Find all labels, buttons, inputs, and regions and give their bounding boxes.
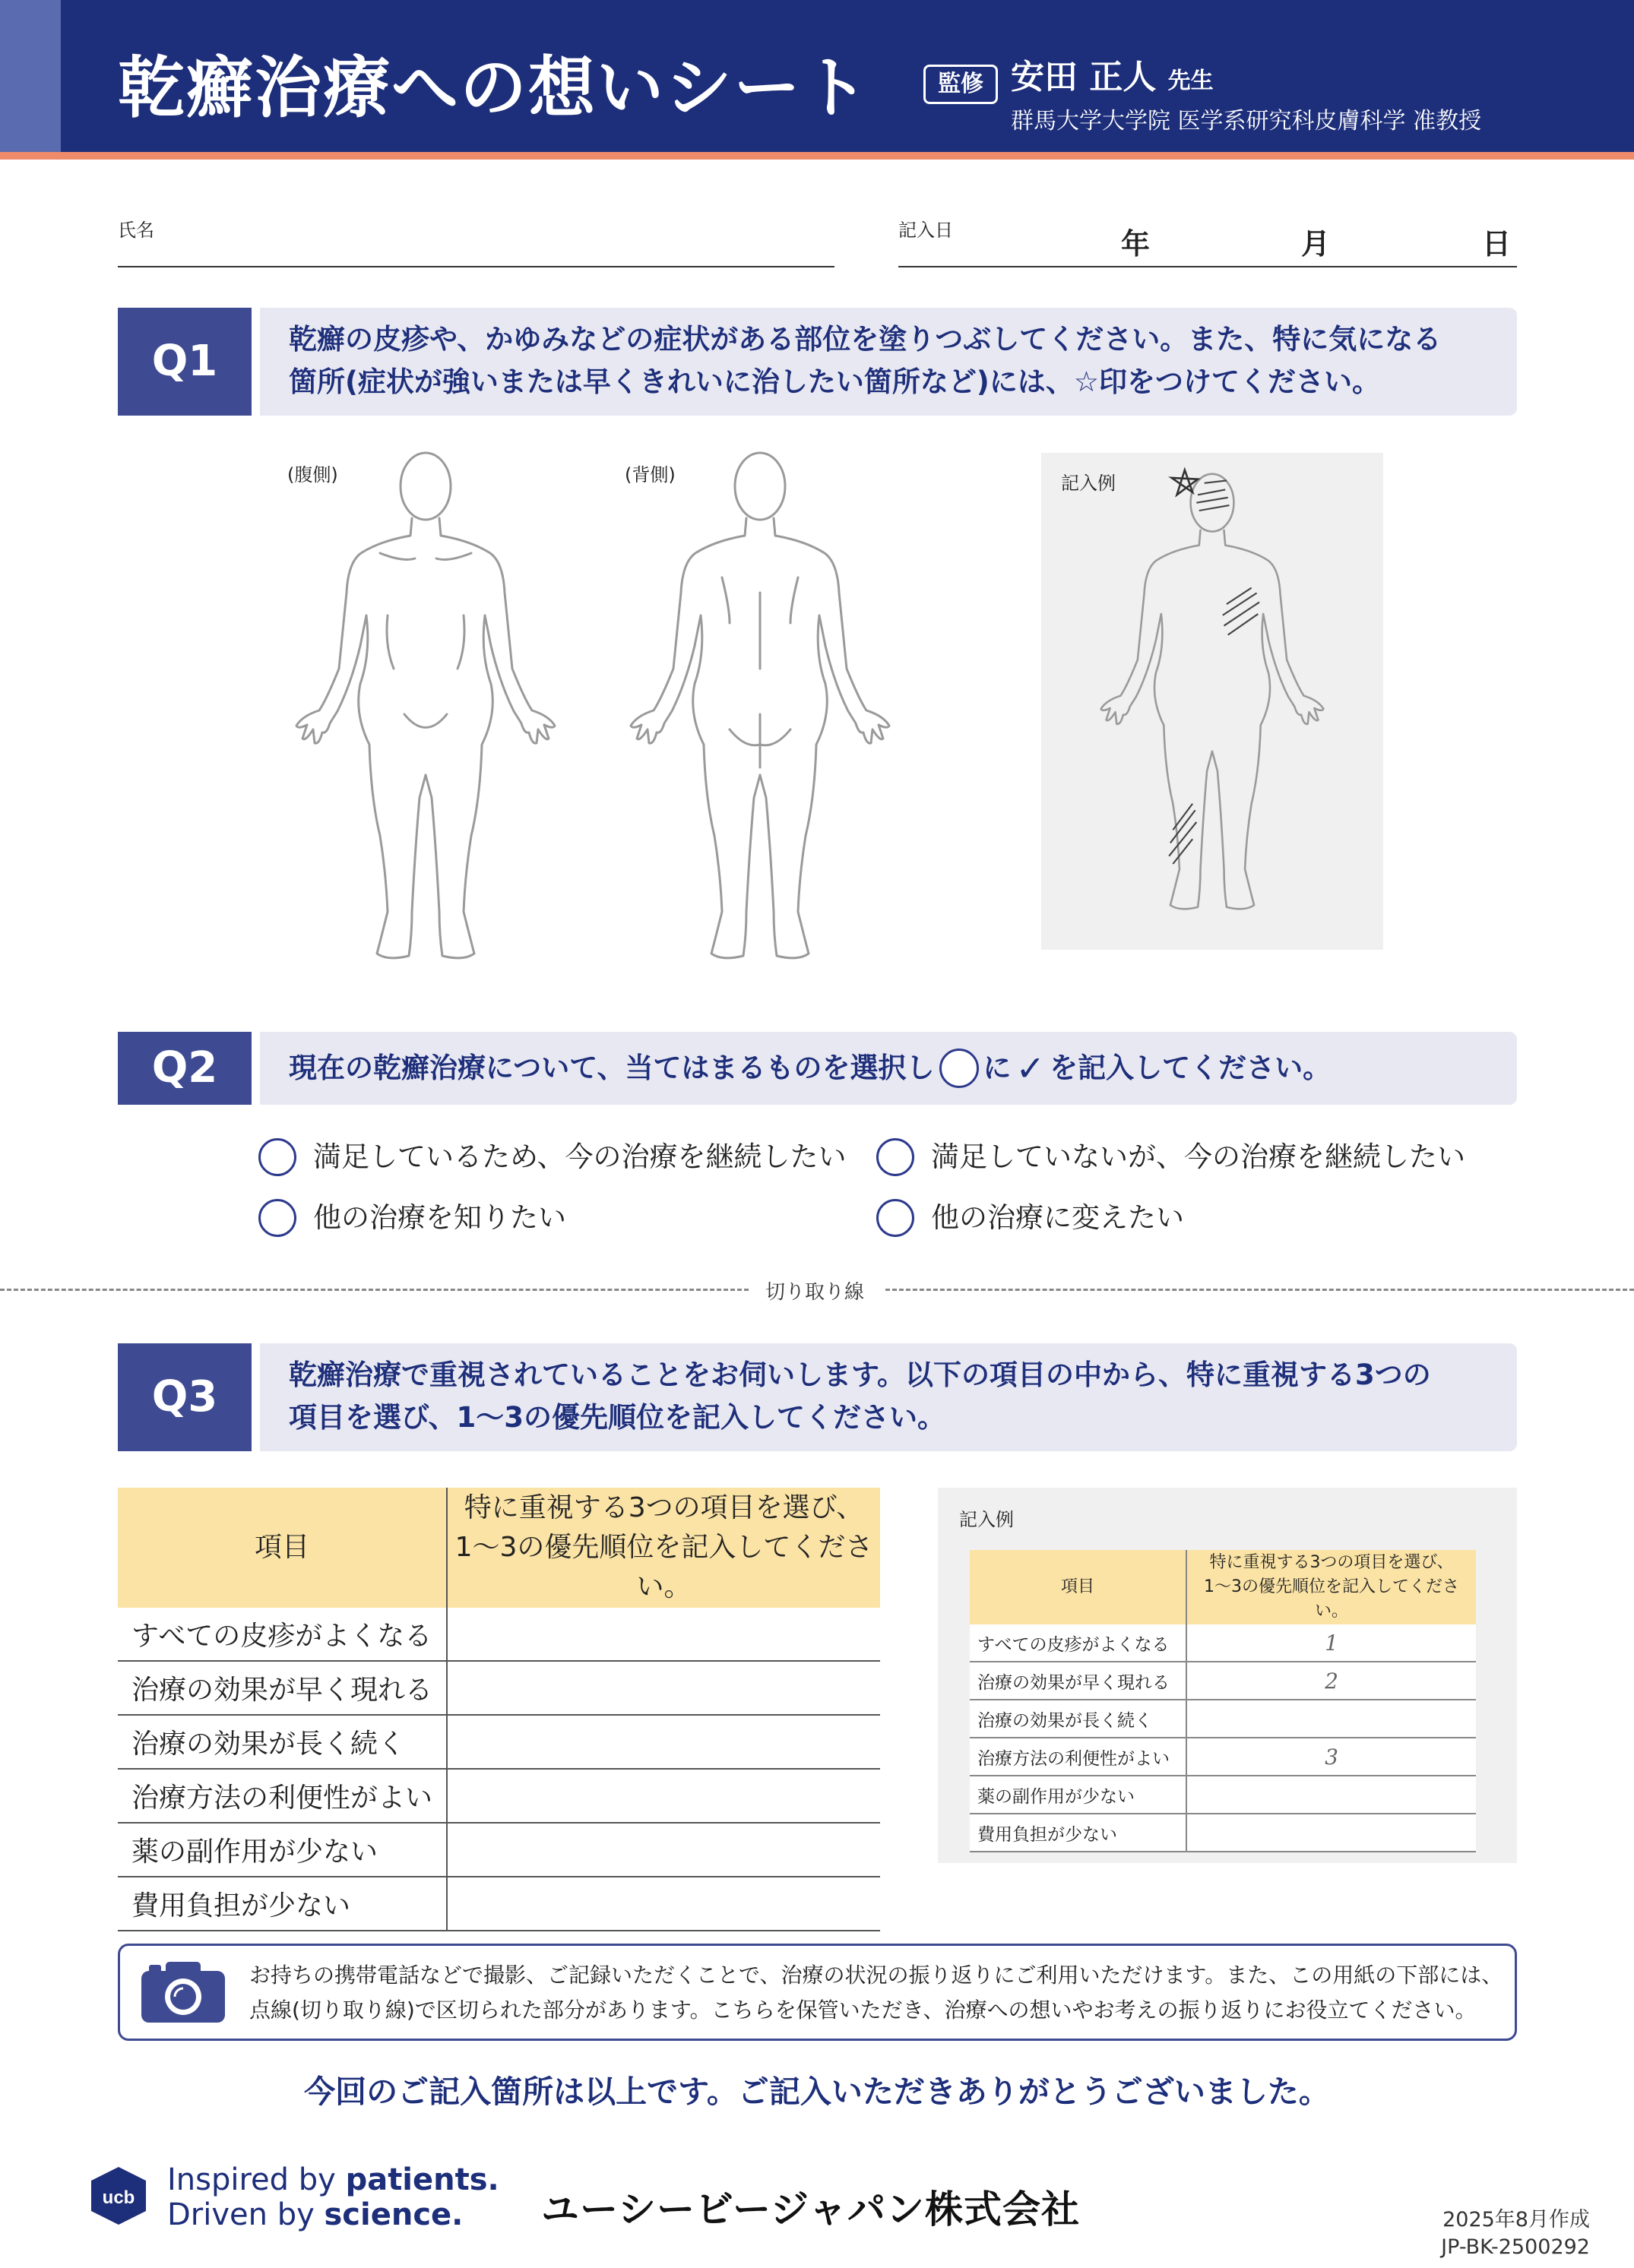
q2-option-1[interactable] <box>258 1138 847 1176</box>
cut-line-right <box>885 1289 1634 1291</box>
q2-option-2[interactable] <box>876 1138 1465 1176</box>
row-label: すべての皮疹がよくなる <box>118 1608 447 1661</box>
row-label: 治療の効果が長く続く <box>118 1715 447 1769</box>
cut-line-left <box>0 1289 749 1291</box>
rank-header-line2: 1〜3の優先順位を記入してください。 <box>454 1532 873 1602</box>
table-row <box>118 1608 880 1661</box>
table-row <box>118 1661 880 1715</box>
supervisor <box>1011 58 1214 96</box>
option-label: 満足していないが、今の治療を継続したい <box>931 1140 1465 1173</box>
supervisor-affiliation: 群馬大学大学院 医学系研究科皮膚科学 准教授 <box>1011 108 1482 134</box>
rank-cell[interactable] <box>447 1823 880 1877</box>
row-label: 治療の効果が早く現れる <box>118 1661 447 1715</box>
body-example-diagram <box>1087 463 1338 935</box>
q1-badge: Q1 <box>118 308 252 416</box>
company-name: ユーシービージャパン株式会社 <box>541 2187 1080 2232</box>
q3-text-line1: 乾癬治療で重視されていることをお伺いします。以下の項目の中から、特に重視する3つの <box>289 1359 1431 1391</box>
priority-table <box>118 1488 880 1931</box>
column-header-item: 項目 <box>118 1488 447 1608</box>
option-label: 他の治療に変えたい <box>931 1201 1184 1234</box>
supervision-badge: 監修 <box>923 65 998 104</box>
header-underline <box>0 152 1634 160</box>
rank-header-line1: 特に重視する3つの項目を選び、 <box>464 1492 864 1523</box>
note-line2: 点線(切り取り線)で区切られた部分があります。こちらを保管いただき、治療への想いやお考えの振り返りにお役立てください。 <box>249 1998 1477 2023</box>
q1-example-label: 記入例 <box>1061 473 1116 494</box>
date-month-unit: 月 <box>1301 227 1331 261</box>
tagline-2-bold: science. <box>324 2197 464 2232</box>
rank-cell[interactable] <box>447 1769 880 1823</box>
example-header-rank <box>1186 1550 1476 1624</box>
thanks-message: 今回のご記入箇所は以上です。ご記入いただきありがとうございました。 <box>304 2073 1330 2110</box>
date-field[interactable] <box>898 266 1517 267</box>
example-rank <box>1186 1776 1476 1814</box>
ucb-logo-icon <box>90 2165 147 2226</box>
q3-badge: Q3 <box>118 1343 252 1451</box>
body-front-diagram[interactable] <box>281 441 570 988</box>
row-label: 治療方法の利便性がよい <box>970 1738 1186 1776</box>
row-label: 薬の副作用が少ない <box>970 1776 1186 1814</box>
radio-button[interactable] <box>258 1199 296 1237</box>
row-label: 治療の効果が早く現れる <box>970 1662 1186 1700</box>
q2-option-4[interactable] <box>876 1199 1184 1237</box>
q3-example-label: 記入例 <box>959 1509 1014 1530</box>
row-label: 治療方法の利便性がよい <box>118 1769 447 1823</box>
tagline-2-plain: Driven by <box>167 2197 325 2232</box>
row-label: 薬の副作用が少ない <box>118 1823 447 1877</box>
supervisor-honorific: 先生 <box>1167 68 1214 94</box>
supervisor-name: 安田 正人 <box>1011 58 1157 96</box>
table-row <box>118 1769 880 1823</box>
example-rank-header-line1: 特に重視する3つの項目を選び、 <box>1209 1553 1454 1572</box>
front-view-label: (腹側) <box>287 464 338 486</box>
table-row <box>970 1776 1476 1814</box>
option-label: 他の治療を知りたい <box>313 1201 566 1234</box>
tagline-1-bold: patients. <box>345 2162 499 2197</box>
document-meta <box>1292 2206 1590 2261</box>
example-rank <box>1186 1700 1476 1738</box>
ucb-logo-text: ucb <box>102 2187 135 2208</box>
table-row <box>118 1877 880 1931</box>
date-label: 記入日 <box>898 220 953 241</box>
table-row <box>118 1823 880 1877</box>
check-icon: ✓ <box>1015 1048 1046 1089</box>
tagline-1-plain: Inspired by <box>167 2162 346 2197</box>
example-header-item: 項目 <box>970 1550 1186 1624</box>
example-rank-header-line2: 1〜3の優先順位を記入してください。 <box>1204 1577 1459 1621</box>
radio-button[interactable] <box>876 1199 914 1237</box>
rank-cell[interactable] <box>447 1608 880 1661</box>
q2-badge: Q2 <box>118 1032 252 1105</box>
note-text <box>249 1958 1503 2028</box>
q2-text-after: を記入してください。 <box>1050 1052 1332 1084</box>
example-rank <box>1186 1814 1476 1852</box>
option-label: 満足しているため、今の治療を継続したい <box>313 1140 847 1173</box>
rank-cell[interactable] <box>447 1661 880 1715</box>
rank-cell[interactable] <box>447 1715 880 1769</box>
table-row <box>118 1715 880 1769</box>
q1-instruction <box>260 308 1517 416</box>
page-title: 乾癬治療への想いシート <box>118 49 871 127</box>
table-row <box>970 1624 1476 1662</box>
row-label: すべての皮疹がよくなる <box>970 1624 1186 1662</box>
q2-inline-circle-icon <box>939 1049 979 1088</box>
note-line1: お持ちの携帯電話などで撮影、ご記録いただくことで、治療の状況の振り返りにご利用いただけます。また、この用紙の下部には、 <box>249 1963 1503 1988</box>
document-code: JP-BK-2500292 <box>1441 2235 1590 2259</box>
column-header-rank <box>447 1488 880 1608</box>
ucb-tagline <box>167 2162 499 2232</box>
rank-cell[interactable] <box>447 1877 880 1931</box>
q2-text-before: 現在の乾癬治療について、当てはまるものを選択し <box>289 1052 935 1084</box>
radio-button[interactable] <box>258 1138 296 1176</box>
q2-text-mid: に <box>983 1052 1012 1084</box>
table-row <box>970 1738 1476 1776</box>
row-label: 費用負担が少ない <box>118 1877 447 1931</box>
cut-line-label: 切り取り線 <box>765 1281 865 1304</box>
body-back-diagram[interactable] <box>616 441 904 988</box>
table-row <box>970 1700 1476 1738</box>
name-field[interactable] <box>118 266 834 267</box>
example-rank: 3 <box>1186 1738 1476 1776</box>
example-rank: 1 <box>1186 1624 1476 1662</box>
row-label: 治療の効果が長く続く <box>970 1700 1186 1738</box>
q2-option-3[interactable] <box>258 1199 566 1237</box>
back-view-label: (背側) <box>625 464 676 486</box>
example-rank: 2 <box>1186 1662 1476 1700</box>
radio-button[interactable] <box>876 1138 914 1176</box>
q2-instruction <box>260 1032 1517 1105</box>
header-accent-bar <box>0 0 61 152</box>
name-label: 氏名 <box>118 220 154 241</box>
q1-text-line2: 箇所(症状が強いまたは早くきれいに治したい箇所など)には、☆印をつけてください。 <box>289 365 1380 398</box>
example-priority-table <box>970 1550 1476 1852</box>
table-row <box>970 1662 1476 1700</box>
date-day-unit: 日 <box>1482 227 1512 261</box>
table-row <box>970 1814 1476 1852</box>
created-date: 2025年8月作成 <box>1442 2208 1590 2232</box>
q3-instruction <box>260 1343 1517 1451</box>
q3-text-line2: 項目を選び、1〜3の優先順位を記入してください。 <box>289 1401 946 1434</box>
date-year-unit: 年 <box>1121 227 1151 261</box>
q1-text-line1: 乾癬の皮疹や、かゆみなどの症状がある部位を塗りつぶしてください。また、特に気になる <box>289 323 1442 356</box>
row-label: 費用負担が少ない <box>970 1814 1186 1852</box>
camera-icon <box>140 1960 226 2024</box>
